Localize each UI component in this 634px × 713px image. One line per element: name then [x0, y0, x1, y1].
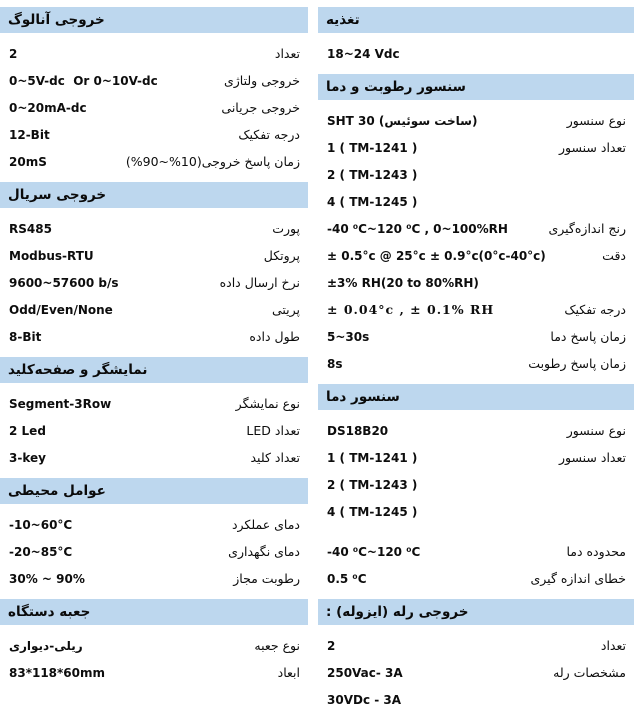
spec-value: 1 ( TM-1241 ) — [327, 140, 418, 155]
spec-row — [0, 121, 308, 148]
spec-label: خروجی ولتاژی — [223, 73, 300, 88]
section-header: خروجی آنالوگ — [0, 7, 308, 33]
spec-label: تعداد کلید — [250, 450, 300, 465]
spec-label: طول داده — [249, 329, 300, 344]
spec-value: Segment-3Row — [9, 396, 112, 411]
spec-value: 8-Bit — [9, 329, 42, 344]
spec-label: نوع نمایشگر — [235, 396, 300, 411]
spec-value: ±3% RH(20 to 80%RH) — [327, 275, 479, 290]
spec-label: پورت — [272, 221, 300, 236]
spec-label: دقت — [602, 248, 626, 263]
spec-value: 4 ( TM-1245 ) — [327, 194, 418, 209]
spec-row — [0, 444, 308, 471]
spec-row — [0, 215, 308, 242]
spec-value: RS485 — [9, 221, 52, 236]
spec-value: Modbus-RTU — [9, 248, 94, 263]
spec-row — [0, 94, 308, 121]
spec-value: 0~5V-dc Or 0~10V-dc — [9, 73, 158, 88]
spec-row — [0, 390, 308, 417]
spec-row — [318, 188, 634, 215]
spec-value: -40 ⁰C~120 ⁰C , 0~100%RH — [327, 221, 508, 236]
spec-value: 2 ( TM-1243 ) — [327, 477, 418, 492]
spec-row — [318, 215, 634, 242]
spec-label: زمان پاسخ رطوبت — [528, 356, 626, 371]
spec-row — [318, 659, 634, 686]
spec-label: تعداد — [600, 638, 626, 653]
spec-label: رنج اندازه‌گیری — [548, 221, 626, 236]
spec-label: مشخصات رله — [553, 665, 626, 680]
spec-label: تعداد سنسور — [559, 140, 626, 155]
spec-row — [318, 350, 634, 377]
spec-row — [0, 417, 308, 444]
spec-section — [0, 357, 308, 471]
spec-value: -20~85°C — [9, 544, 73, 559]
spec-value: ± 0.04°c , ± 0.1% RH — [327, 302, 495, 317]
spec-row — [318, 242, 634, 269]
spec-value: 250Vac- 3A — [327, 665, 403, 680]
spec-label: تعداد — [274, 46, 300, 61]
spec-section — [318, 384, 634, 592]
spec-row — [318, 40, 634, 67]
spec-row — [318, 417, 634, 444]
spec-column-right — [318, 0, 634, 712]
spec-section — [318, 7, 634, 67]
spec-row — [0, 40, 308, 67]
spec-row — [318, 323, 634, 350]
spec-value: 9600~57600 b/s — [9, 275, 119, 290]
spec-label: نوع سنسور — [566, 113, 626, 128]
spec-label: نوع سنسور — [566, 423, 626, 438]
spec-label: دمای نگهداری — [228, 544, 300, 559]
spec-label: زمان پاسخ خروجی(10%~90%) — [125, 154, 300, 169]
spec-row — [0, 67, 308, 94]
spec-label: نرخ ارسال داده — [219, 275, 300, 290]
section-header: سنسور دما — [318, 384, 634, 410]
spec-value: 8s — [327, 356, 343, 371]
spec-value: 5~30s — [327, 329, 370, 344]
section-header: خروجی رله (ایزوله) : — [318, 599, 634, 625]
spec-row — [318, 107, 634, 134]
spec-section — [318, 599, 634, 713]
section-header: خروجی سریال — [0, 182, 308, 208]
spec-row — [318, 498, 634, 525]
spec-row — [318, 296, 634, 323]
spec-row — [0, 565, 308, 592]
section-header: تغذیه — [318, 7, 634, 33]
section-header: جعبه دستگاه — [0, 599, 308, 625]
spec-label: تعداد سنسور — [559, 450, 626, 465]
spec-section — [0, 7, 308, 175]
spec-row — [0, 296, 308, 323]
spec-value: 2 Led — [9, 423, 46, 438]
spec-section — [0, 478, 308, 592]
spec-row — [318, 686, 634, 713]
spec-value: 20mS — [9, 154, 47, 169]
spec-label: درجه تفکیک — [238, 127, 300, 142]
spec-label: زمان پاسخ دما — [550, 329, 626, 344]
spec-label: خروجی جریانی — [221, 100, 300, 115]
spec-label: درجه تفکیک — [564, 302, 626, 317]
spec-label: خطای اندازه گیری — [530, 571, 626, 586]
spec-row — [318, 444, 634, 471]
spec-section — [0, 599, 308, 686]
spec-row — [0, 269, 308, 296]
spec-value: 3-key — [9, 450, 46, 465]
spec-label: پروتکل — [263, 248, 300, 263]
spec-value: 83*118*60mm — [9, 665, 106, 680]
spec-row — [0, 659, 308, 686]
spec-row — [318, 269, 634, 296]
spec-label: ابعاد — [277, 665, 300, 680]
spec-column-left — [0, 0, 308, 712]
spec-value: 18~24 Vdc — [327, 46, 400, 61]
spec-value: ریلی-دیواری — [9, 638, 83, 653]
spec-section — [0, 182, 308, 350]
spec-value: 0.5 ⁰C — [327, 571, 367, 586]
spec-label: محدوده دما — [566, 544, 626, 559]
spec-value: 12-Bit — [9, 127, 50, 142]
spec-row — [318, 161, 634, 188]
section-header: عوامل محیطی — [0, 478, 308, 504]
spec-value: 4 ( TM-1245 ) — [327, 504, 418, 519]
spec-row — [0, 323, 308, 350]
spec-value: SHT 30 (ساخت سوئیس) — [327, 113, 478, 128]
spec-value: 0~20mA-dc — [9, 100, 87, 115]
section-header: نمایشگر و صفحه‌کلید — [0, 357, 308, 383]
spec-row — [0, 632, 308, 659]
spec-value: 2 — [327, 638, 336, 653]
spec-row — [0, 538, 308, 565]
spec-value: 1 ( TM-1241 ) — [327, 450, 418, 465]
spec-label: نوع جعبه — [254, 638, 300, 653]
spec-row — [318, 565, 634, 592]
spec-value: 2 ( TM-1243 ) — [327, 167, 418, 182]
spec-value: Odd/Even/None — [9, 302, 113, 317]
spec-row — [0, 148, 308, 175]
section-header: سنسور رطوبت و دما — [318, 74, 634, 100]
spec-row — [318, 471, 634, 498]
spec-value: ± 0.5°c @ 25°c ± 0.9°c(0°c-40°c) — [327, 248, 546, 263]
spec-section — [318, 74, 634, 377]
spec-row — [318, 632, 634, 659]
spec-label: دمای عملکرد — [231, 517, 300, 532]
spec-label: تعداد LED — [246, 423, 300, 438]
spec-row — [318, 538, 634, 565]
spec-value: 2 — [9, 46, 18, 61]
spec-label: رطوبت مجاز — [233, 571, 300, 586]
spec-value: 30% ~ 90% — [9, 571, 85, 586]
spec-row — [0, 511, 308, 538]
spec-value: -40 ⁰C~120 ⁰C — [327, 544, 421, 559]
spec-label: پریتی — [271, 302, 300, 317]
spec-row — [318, 134, 634, 161]
spec-value: -10~60°C — [9, 517, 73, 532]
spec-value: DS18B20 — [327, 423, 389, 438]
spec-row — [0, 242, 308, 269]
spec-value: 30VDc - 3A — [327, 692, 402, 707]
